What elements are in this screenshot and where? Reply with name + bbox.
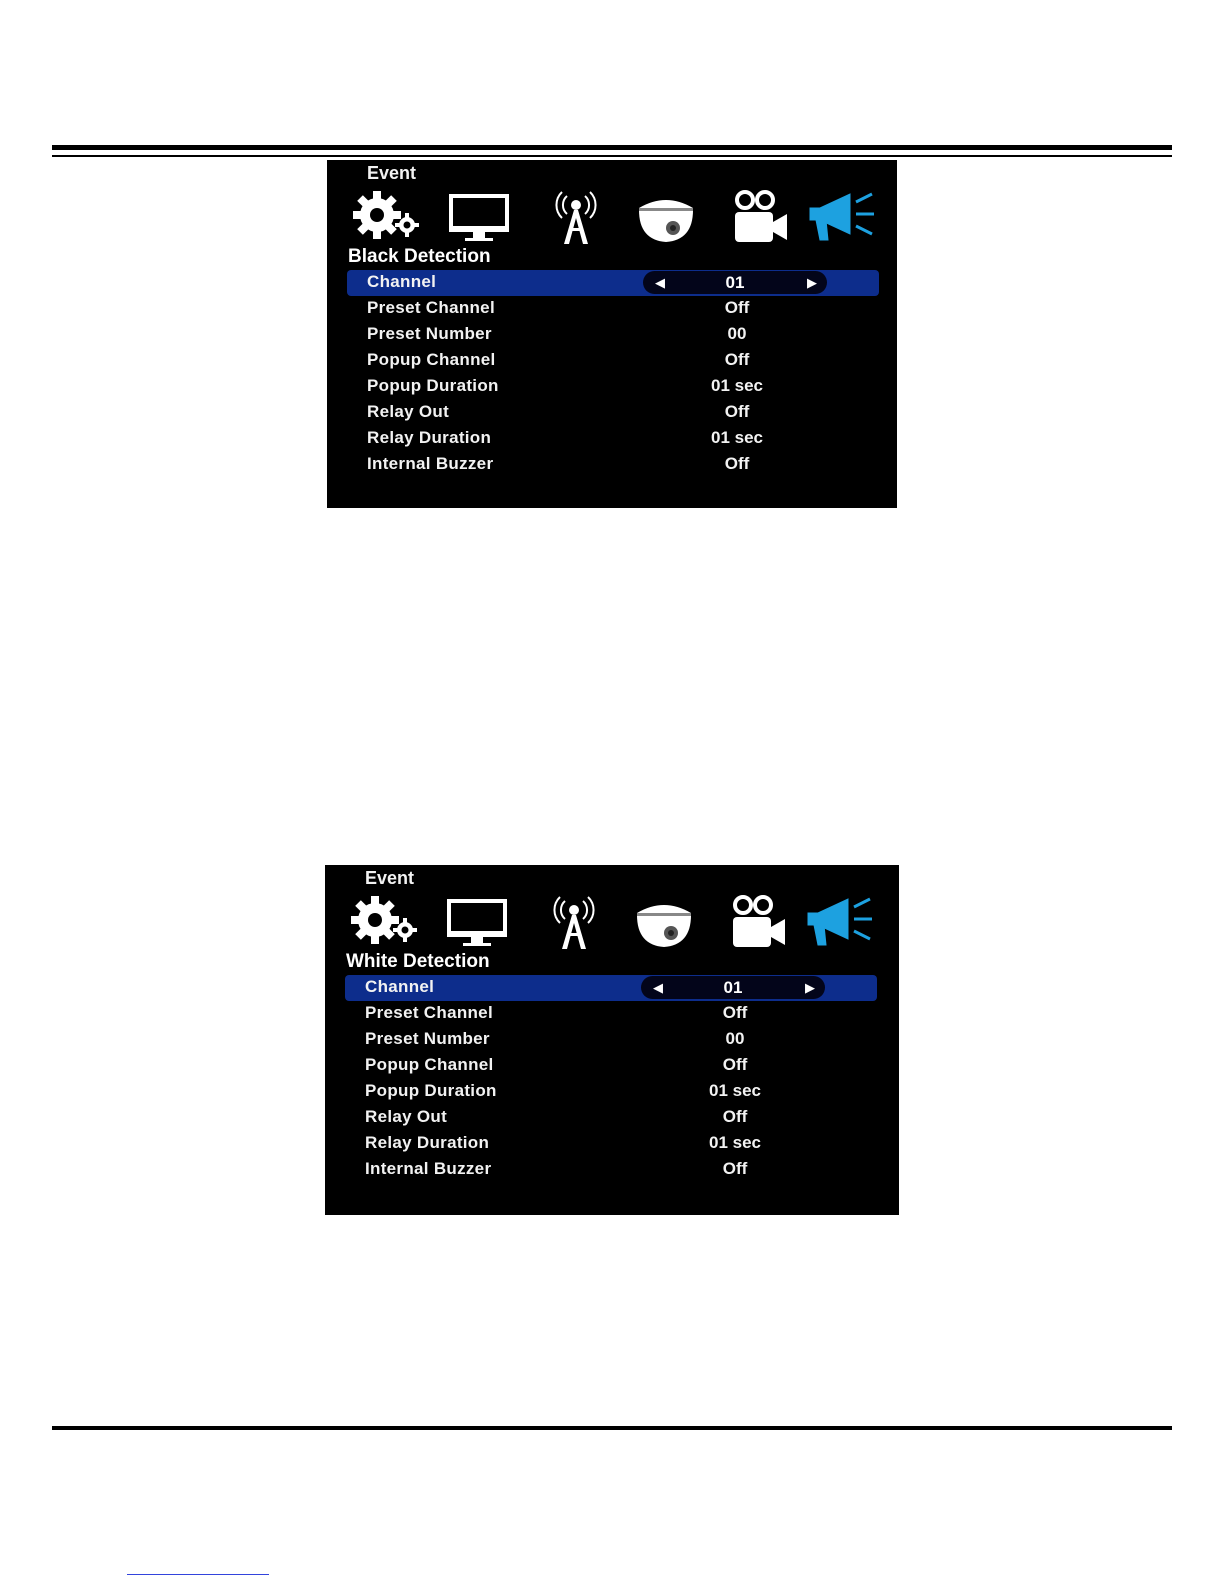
gear-icon[interactable] — [349, 893, 419, 951]
setting-value: Off — [724, 402, 750, 421]
section-title: White Detection — [346, 951, 490, 972]
setting-row-relay-out[interactable] — [347, 400, 879, 426]
setting-label: Popup Duration — [367, 376, 499, 395]
channel-spinner[interactable] — [641, 976, 825, 999]
setting-value: Off — [722, 1159, 748, 1178]
setting-label: Popup Channel — [365, 1055, 494, 1074]
setting-label: Channel — [365, 977, 435, 996]
header-rule-thick — [52, 145, 1172, 150]
gear-icon[interactable] — [351, 188, 421, 246]
setting-value: 00 — [725, 1029, 745, 1048]
settings-list — [345, 975, 877, 1183]
setting-value: 00 — [727, 324, 747, 343]
setting-label: Relay Duration — [365, 1133, 490, 1152]
setting-row-popup-duration[interactable] — [347, 374, 879, 400]
setting-value: Off — [722, 1107, 748, 1126]
setting-row-relay-duration[interactable] — [347, 426, 879, 452]
setting-row-preset-number[interactable] — [345, 1027, 877, 1053]
setting-label: Preset Number — [367, 324, 492, 343]
osd-screen-black-detection — [327, 160, 897, 508]
setting-value: Off — [722, 1003, 748, 1022]
setting-value: Off — [724, 350, 750, 369]
setting-label: Channel — [367, 272, 437, 291]
setting-label: Relay Out — [367, 402, 450, 421]
right-arrow-icon[interactable]: ▶ — [807, 275, 817, 290]
setting-label: Relay Out — [365, 1107, 448, 1126]
setting-row-popup-channel[interactable] — [347, 348, 879, 374]
right-arrow-icon[interactable]: ▶ — [805, 980, 815, 995]
setting-row-internal-buzzer[interactable] — [345, 1157, 877, 1183]
setting-row-channel[interactable] — [345, 975, 877, 1001]
setting-value: 01 — [725, 273, 745, 292]
setting-label: Relay Duration — [367, 428, 492, 447]
setting-label: Preset Number — [365, 1029, 490, 1048]
left-arrow-icon[interactable]: ◀ — [653, 980, 663, 995]
antenna-tower-icon[interactable] — [541, 188, 611, 246]
left-arrow-icon[interactable]: ◀ — [655, 275, 665, 290]
monitor-icon[interactable] — [441, 893, 511, 951]
setting-value: 01 sec — [709, 1081, 761, 1100]
setting-value: Off — [722, 1055, 748, 1074]
menu-icon-bar — [349, 893, 889, 951]
antenna-tower-icon[interactable] — [539, 893, 609, 951]
osd-screen-white-detection — [325, 865, 899, 1215]
setting-row-preset-channel[interactable] — [345, 1001, 877, 1027]
setting-row-channel[interactable] — [347, 270, 879, 296]
section-title: Black Detection — [348, 246, 491, 267]
setting-value: 01 sec — [709, 1133, 761, 1152]
setting-label: Internal Buzzer — [365, 1159, 492, 1178]
video-camera-icon[interactable] — [719, 893, 789, 951]
footer-link-underline — [127, 1574, 269, 1575]
channel-spinner[interactable] — [643, 271, 827, 294]
setting-row-popup-duration[interactable] — [345, 1079, 877, 1105]
setting-row-preset-number[interactable] — [347, 322, 879, 348]
setting-row-preset-channel[interactable] — [347, 296, 879, 322]
setting-row-internal-buzzer[interactable] — [347, 452, 879, 478]
setting-label: Preset Channel — [365, 1003, 493, 1022]
setting-value: Off — [724, 454, 750, 473]
video-camera-icon[interactable] — [721, 188, 791, 246]
footer-rule — [52, 1426, 1172, 1430]
megaphone-icon[interactable] — [806, 188, 876, 246]
setting-value: Off — [724, 298, 750, 317]
dome-camera-icon[interactable] — [629, 893, 699, 951]
monitor-icon[interactable] — [443, 188, 513, 246]
settings-list — [347, 270, 879, 478]
setting-value: 01 sec — [711, 428, 763, 447]
menu-title: Event — [367, 163, 417, 183]
setting-value: 01 — [723, 978, 743, 997]
setting-label: Popup Duration — [365, 1081, 497, 1100]
menu-title: Event — [365, 868, 415, 888]
header-rule-thin — [52, 155, 1172, 157]
setting-label: Internal Buzzer — [367, 454, 494, 473]
setting-value: 01 sec — [711, 376, 763, 395]
setting-row-relay-duration[interactable] — [345, 1131, 877, 1157]
setting-label: Preset Channel — [367, 298, 495, 317]
setting-row-relay-out[interactable] — [345, 1105, 877, 1131]
setting-label: Popup Channel — [367, 350, 496, 369]
setting-row-popup-channel[interactable] — [345, 1053, 877, 1079]
megaphone-icon[interactable] — [804, 893, 874, 951]
menu-icon-bar — [351, 188, 891, 246]
dome-camera-icon[interactable] — [631, 188, 701, 246]
